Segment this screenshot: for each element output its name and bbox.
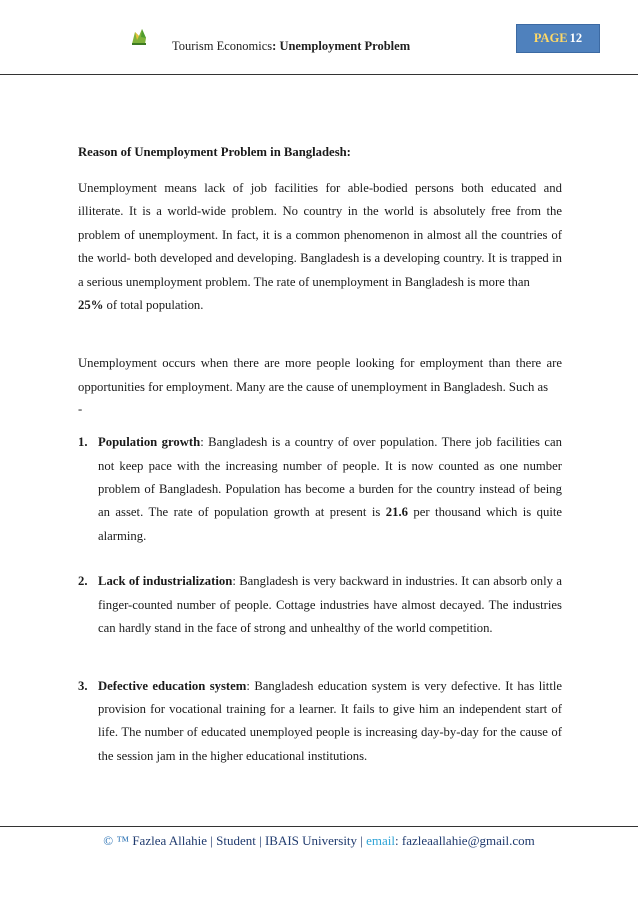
course-name: Tourism Economics xyxy=(172,39,273,53)
document-body xyxy=(78,142,562,768)
section-heading: Reason of Unemployment Problem in Bangladesh: xyxy=(78,145,351,159)
copyright-trademark-symbols: © ™ xyxy=(103,833,130,848)
paragraph-1-text: Unemployment means lack of job facilities for able-bodied persons both educated and illiterate. It is a world-wide problem. No country in the world is absolutely free from the problem of unemployment. In fact, it is a common phenomenon in almost all the countries of the world- both developed and developing. Bangladesh is a developing country. It is trapped in a serious unemployment problem. The rate of unemployment in Bangladesh is more than xyxy=(78,181,562,289)
logo-icon xyxy=(128,26,150,48)
list-item-colon: : xyxy=(246,678,250,693)
paragraph-2-text: Unemployment occurs when there are more people looking for employment than there are opportunities for employment. Many are the cause of unemployment in Bangladesh. Such as xyxy=(78,356,562,394)
causes-list xyxy=(78,431,562,768)
list-item-colon: : xyxy=(232,574,236,589)
header-colon: : xyxy=(272,39,277,53)
list-item-title: Population growth xyxy=(98,435,201,450)
population-growth-rate: 21.6 xyxy=(385,505,408,520)
footer-author: Fazlea Allahie | Student | IBAIS University | xyxy=(132,833,363,848)
page-footer xyxy=(0,833,638,849)
list-item-title: Lack of industrialization xyxy=(98,574,233,589)
page-label: PAGE xyxy=(533,31,568,45)
paragraph-1-end: of total population. xyxy=(103,298,204,313)
list-item xyxy=(78,570,562,640)
list-item-number: 3. xyxy=(78,678,88,693)
paragraph-2 xyxy=(78,352,562,399)
list-item-title: Defective education system xyxy=(98,678,247,693)
topic-name: Unemployment Problem xyxy=(279,39,411,53)
list-item-number: 2. xyxy=(78,574,88,589)
footer-divider xyxy=(0,826,638,827)
email-label: email xyxy=(366,833,396,848)
unemployment-rate: 25% xyxy=(78,298,104,313)
header-title xyxy=(172,39,410,54)
list-item-colon: : xyxy=(200,435,204,450)
list-item-number: 1. xyxy=(78,435,88,450)
list-item xyxy=(78,675,562,769)
page-number: 12 xyxy=(569,31,583,45)
list-item-text-end: per thousand which is quite alarming. xyxy=(98,505,563,543)
list-item-text: Bangladesh is very backward in industries. It can absorb only a finger-counted number of people. Cottage industries have almost decayed. The industries can hardly stand in the face of strong and unhealthy of the world competition. xyxy=(98,574,563,636)
header-divider xyxy=(0,74,638,75)
paragraph-2-dash: - xyxy=(78,402,83,417)
list-item-text: Bangladesh is a country of over population. There job facilities can not keep pace with the increasing number of people. It is now counted as one number problem of Bangladesh. Population has become a burden for the country instead of being an asset. The rate of population growth at present is xyxy=(98,435,562,520)
list-item xyxy=(78,431,562,548)
page-number-badge xyxy=(516,24,600,53)
page-header xyxy=(0,0,638,76)
paragraph-1 xyxy=(78,177,562,317)
list-item-text: Bangladesh education system is very defective. It has little provision for vocational training for a learner. It fails to give him an independent start of life. The number of educated unemployed people is increasing day-by-day for the cause of the session jam in the higher educational institutions. xyxy=(98,678,562,763)
footer-email: : fazleaallahie@gmail.com xyxy=(395,833,535,848)
